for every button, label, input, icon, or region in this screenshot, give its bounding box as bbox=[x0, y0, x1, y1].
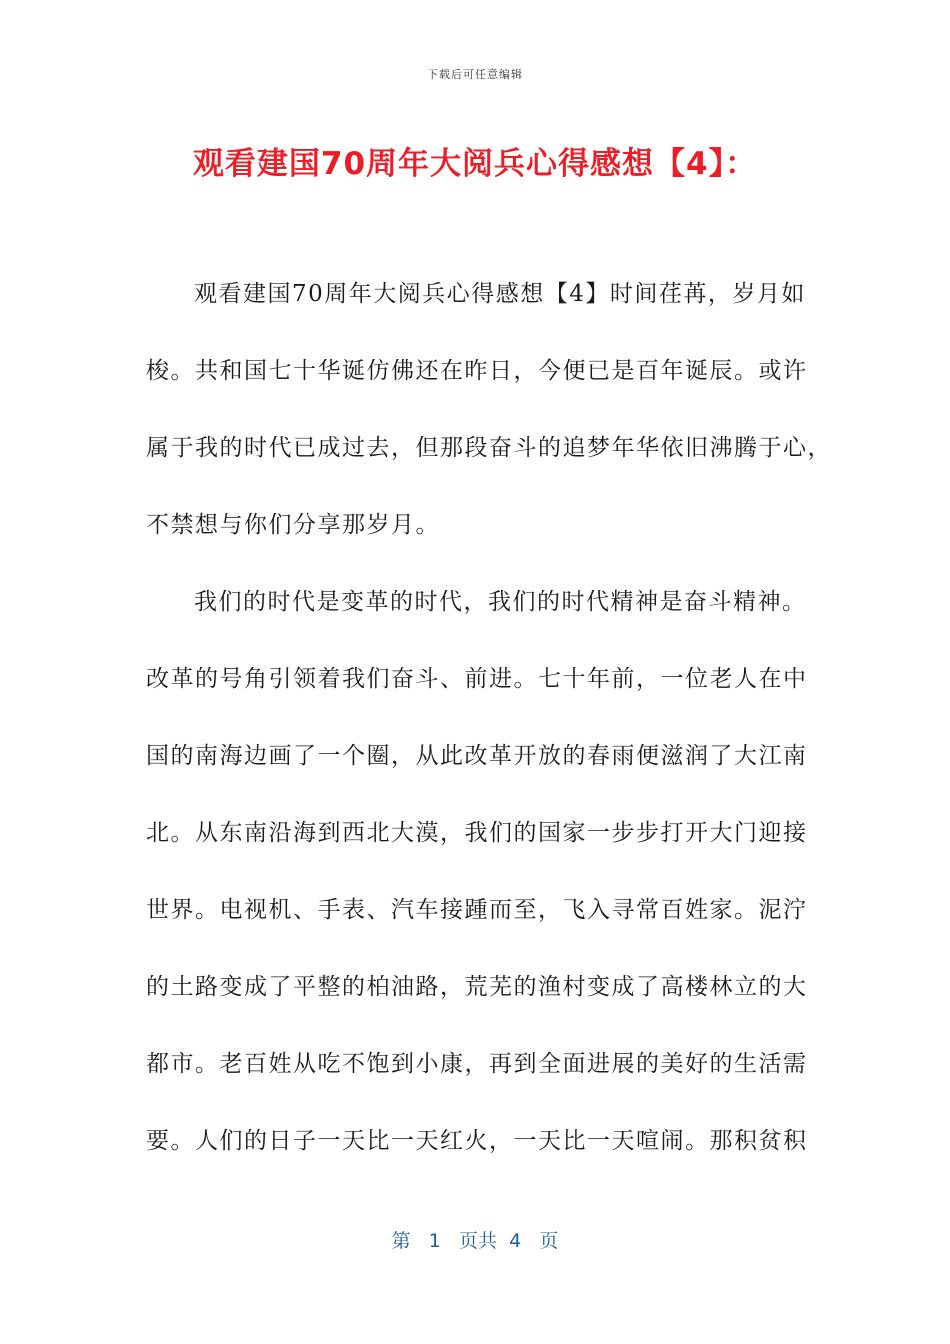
paragraph-line: 梭。共和国七十华诞仿佛还在昨日，今便已是百年诞辰。或许 bbox=[146, 358, 808, 384]
document-body bbox=[146, 256, 832, 1180]
paragraph-line: 属于我的时代已成过去，但那段奋斗的追梦年华依旧沸腾于心， bbox=[146, 435, 832, 461]
current-page-number: 1 bbox=[428, 1230, 441, 1252]
page-label-suffix: 页 bbox=[539, 1230, 559, 1252]
paragraph-line: 我们的时代是变革的时代，我们的时代精神是奋斗精神。 bbox=[194, 589, 807, 615]
paragraph-line: 要。人们的日子一天比一天红火，一天比一天喧闹。那积贫积 bbox=[146, 1128, 808, 1154]
paragraph-line: 不禁想与你们分享那岁月。 bbox=[146, 512, 440, 538]
page-label-mid: 页共 bbox=[459, 1230, 498, 1252]
paragraph-line: 观看建国70周年大阅兵心得感想【4】时间荏苒，岁月如 bbox=[194, 281, 806, 307]
total-pages-number: 4 bbox=[509, 1230, 522, 1252]
paragraph-line: 北。从东南沿海到西北大漠，我们的国家一步步打开大门迎接 bbox=[146, 820, 808, 846]
paragraph-line: 国的南海边画了一个圈，从此改革开放的春雨便滋润了大江南 bbox=[146, 743, 808, 769]
header-note: 下载后可任意编辑 bbox=[427, 68, 523, 81]
document-title: 观看建国70周年大阅兵心得感想【4】： bbox=[192, 146, 758, 182]
page-label-prefix: 第 bbox=[391, 1230, 411, 1252]
page-footer bbox=[0, 1226, 950, 1253]
paragraph-line: 世界。电视机、手表、汽车接踵而至，飞入寻常百姓家。泥泞 bbox=[146, 897, 808, 923]
paragraph-line: 的土路变成了平整的柏油路，荒芜的渔村变成了高楼林立的大 bbox=[146, 974, 808, 1000]
paragraph-line: 都市。老百姓从吃不饱到小康，再到全面进展的美好的生活需 bbox=[146, 1051, 808, 1077]
paragraph-line: 改革的号角引领着我们奋斗、前进。七十年前，一位老人在中 bbox=[146, 666, 808, 692]
